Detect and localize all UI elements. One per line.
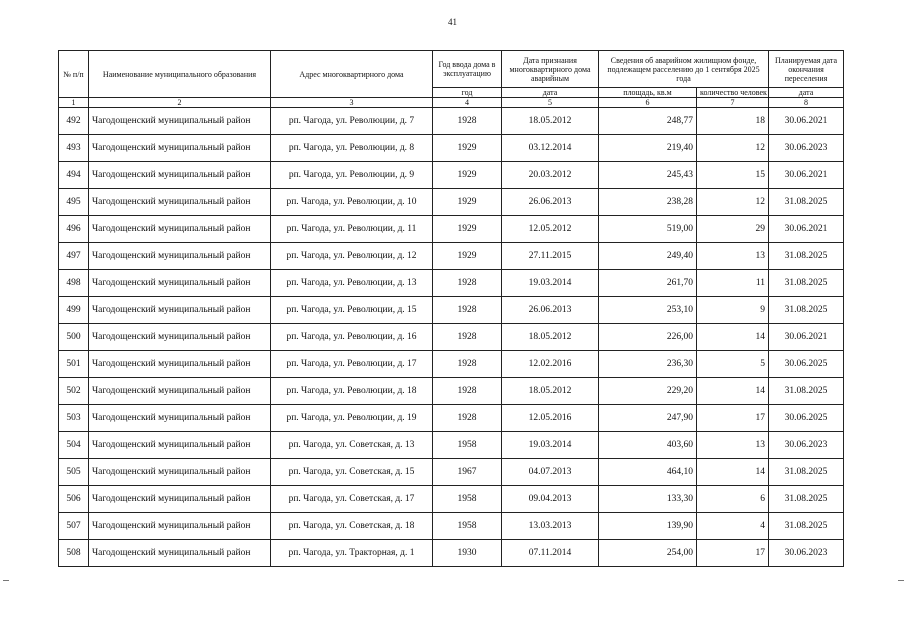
- cell-municipality: Чагодощенский муниципальный район: [89, 459, 271, 486]
- cell-recognition-date: 18.05.2012: [502, 108, 599, 135]
- header-number: № п/п: [59, 51, 89, 98]
- cell-address: рп. Чагода, ул. Революции, д. 17: [271, 351, 433, 378]
- cell-recognition-date: 12.02.2016: [502, 351, 599, 378]
- cell-municipality: Чагодощенский муниципальный район: [89, 351, 271, 378]
- subheader-end-date: дата: [769, 88, 844, 98]
- subheader-year: год: [433, 88, 502, 98]
- cell-number: 504: [59, 432, 89, 459]
- cell-end-date: 31.08.2025: [769, 378, 844, 405]
- cell-year: 1929: [433, 135, 502, 162]
- cell-municipality: Чагодощенский муниципальный район: [89, 324, 271, 351]
- cell-people: 9: [697, 297, 769, 324]
- cell-address: рп. Чагода, ул. Революции, д. 7: [271, 108, 433, 135]
- housing-table: [58, 50, 844, 567]
- cell-end-date: 30.06.2021: [769, 108, 844, 135]
- cell-address: рп. Чагода, ул. Революции, д. 9: [271, 162, 433, 189]
- scan-edge-mark-right: [898, 580, 904, 581]
- table-header: [59, 51, 844, 108]
- header-address: Адрес многоквартирного дома: [271, 51, 433, 98]
- cell-year: 1929: [433, 216, 502, 243]
- header-year: Год ввода дома в эксплуатацию: [433, 51, 502, 88]
- cell-people: 12: [697, 189, 769, 216]
- cell-year: 1928: [433, 405, 502, 432]
- table-row: [59, 405, 844, 432]
- cell-end-date: 30.06.2021: [769, 216, 844, 243]
- table-row: [59, 297, 844, 324]
- cell-number: 505: [59, 459, 89, 486]
- cell-address: рп. Чагода, ул. Революции, д. 18: [271, 378, 433, 405]
- column-number-8: 8: [769, 98, 844, 108]
- cell-year: 1928: [433, 297, 502, 324]
- cell-people: 13: [697, 243, 769, 270]
- cell-municipality: Чагодощенский муниципальный район: [89, 540, 271, 567]
- cell-recognition-date: 27.11.2015: [502, 243, 599, 270]
- cell-address: рп. Чагода, ул. Советская, д. 17: [271, 486, 433, 513]
- cell-address: рп. Чагода, ул. Революции, д. 8: [271, 135, 433, 162]
- cell-address: рп. Чагода, ул. Советская, д. 15: [271, 459, 433, 486]
- cell-area: 236,30: [599, 351, 697, 378]
- cell-recognition-date: 19.03.2014: [502, 432, 599, 459]
- cell-end-date: 31.08.2025: [769, 486, 844, 513]
- table-row: [59, 108, 844, 135]
- header-fund-info: Сведения об аварийном жилищном фонде, подлежащем расселению до 1 сентября 2025 года: [599, 51, 769, 88]
- cell-year: 1958: [433, 513, 502, 540]
- subheader-date: дата: [502, 88, 599, 98]
- cell-recognition-date: 13.03.2013: [502, 513, 599, 540]
- cell-municipality: Чагодощенский муниципальный район: [89, 297, 271, 324]
- cell-address: рп. Чагода, ул. Революции, д. 15: [271, 297, 433, 324]
- header-municipality: Наименование муниципального образования: [89, 51, 271, 98]
- cell-municipality: Чагодощенский муниципальный район: [89, 432, 271, 459]
- cell-municipality: Чагодощенский муниципальный район: [89, 216, 271, 243]
- cell-number: 495: [59, 189, 89, 216]
- cell-people: 18: [697, 108, 769, 135]
- table-row: [59, 486, 844, 513]
- cell-recognition-date: 03.12.2014: [502, 135, 599, 162]
- cell-end-date: 31.08.2025: [769, 459, 844, 486]
- cell-year: 1928: [433, 324, 502, 351]
- cell-recognition-date: 19.03.2014: [502, 270, 599, 297]
- cell-area: 133,30: [599, 486, 697, 513]
- cell-end-date: 30.06.2023: [769, 135, 844, 162]
- column-number-6: 6: [599, 98, 697, 108]
- cell-people: 14: [697, 378, 769, 405]
- header-recognition-date: Дата признания многоквартирного дома аварийным: [502, 51, 599, 88]
- header-end-date: Планируемая дата окончания переселения: [769, 51, 844, 88]
- cell-address: рп. Чагода, ул. Революции, д. 16: [271, 324, 433, 351]
- cell-address: рп. Чагода, ул. Революции, д. 11: [271, 216, 433, 243]
- cell-municipality: Чагодощенский муниципальный район: [89, 189, 271, 216]
- cell-year: 1928: [433, 108, 502, 135]
- cell-number: 497: [59, 243, 89, 270]
- cell-year: 1929: [433, 162, 502, 189]
- cell-number: 494: [59, 162, 89, 189]
- cell-end-date: 31.08.2025: [769, 243, 844, 270]
- cell-number: 501: [59, 351, 89, 378]
- cell-people: 15: [697, 162, 769, 189]
- column-number-2: 2: [89, 98, 271, 108]
- table-row: [59, 459, 844, 486]
- column-number-5: 5: [502, 98, 599, 108]
- cell-number: 500: [59, 324, 89, 351]
- cell-people: 17: [697, 405, 769, 432]
- table-row: [59, 540, 844, 567]
- cell-area: 245,43: [599, 162, 697, 189]
- column-number-3: 3: [271, 98, 433, 108]
- cell-municipality: Чагодощенский муниципальный район: [89, 513, 271, 540]
- cell-number: 508: [59, 540, 89, 567]
- cell-recognition-date: 07.11.2014: [502, 540, 599, 567]
- cell-people: 29: [697, 216, 769, 243]
- cell-address: рп. Чагода, ул. Революции, д. 10: [271, 189, 433, 216]
- cell-end-date: 31.08.2025: [769, 270, 844, 297]
- cell-end-date: 30.06.2023: [769, 540, 844, 567]
- cell-year: 1958: [433, 486, 502, 513]
- cell-end-date: 30.06.2023: [769, 432, 844, 459]
- table-row: [59, 243, 844, 270]
- cell-number: 503: [59, 405, 89, 432]
- cell-address: рп. Чагода, ул. Революции, д. 12: [271, 243, 433, 270]
- cell-number: 507: [59, 513, 89, 540]
- cell-number: 492: [59, 108, 89, 135]
- cell-people: 14: [697, 324, 769, 351]
- table-row: [59, 162, 844, 189]
- cell-recognition-date: 12.05.2012: [502, 216, 599, 243]
- cell-municipality: Чагодощенский муниципальный район: [89, 243, 271, 270]
- cell-address: рп. Чагода, ул. Советская, д. 13: [271, 432, 433, 459]
- cell-people: 4: [697, 513, 769, 540]
- cell-municipality: Чагодощенский муниципальный район: [89, 270, 271, 297]
- cell-area: 403,60: [599, 432, 697, 459]
- cell-number: 499: [59, 297, 89, 324]
- cell-number: 498: [59, 270, 89, 297]
- cell-municipality: Чагодощенский муниципальный район: [89, 405, 271, 432]
- cell-number: 502: [59, 378, 89, 405]
- table-body: [59, 108, 844, 567]
- cell-people: 6: [697, 486, 769, 513]
- cell-recognition-date: 26.06.2013: [502, 189, 599, 216]
- cell-people: 11: [697, 270, 769, 297]
- table-row: [59, 351, 844, 378]
- cell-recognition-date: 09.04.2013: [502, 486, 599, 513]
- table-row: [59, 378, 844, 405]
- table-row: [59, 189, 844, 216]
- cell-recognition-date: 04.07.2013: [502, 459, 599, 486]
- cell-area: 139,90: [599, 513, 697, 540]
- cell-area: 254,00: [599, 540, 697, 567]
- cell-end-date: 31.08.2025: [769, 513, 844, 540]
- subheader-people: количество человек: [697, 88, 769, 98]
- cell-year: 1928: [433, 351, 502, 378]
- cell-area: 248,77: [599, 108, 697, 135]
- cell-municipality: Чагодощенский муниципальный район: [89, 378, 271, 405]
- cell-year: 1958: [433, 432, 502, 459]
- cell-year: 1929: [433, 243, 502, 270]
- table-row: [59, 270, 844, 297]
- cell-year: 1930: [433, 540, 502, 567]
- table-row: [59, 135, 844, 162]
- table-row: [59, 513, 844, 540]
- cell-address: рп. Чагода, ул. Советская, д. 18: [271, 513, 433, 540]
- cell-people: 13: [697, 432, 769, 459]
- cell-end-date: 30.06.2021: [769, 324, 844, 351]
- cell-municipality: Чагодощенский муниципальный район: [89, 108, 271, 135]
- cell-end-date: 30.06.2021: [769, 162, 844, 189]
- cell-address: рп. Чагода, ул. Революции, д. 13: [271, 270, 433, 297]
- cell-year: 1928: [433, 378, 502, 405]
- cell-recognition-date: 18.05.2012: [502, 324, 599, 351]
- cell-people: 5: [697, 351, 769, 378]
- table-row: [59, 324, 844, 351]
- cell-area: 219,40: [599, 135, 697, 162]
- cell-recognition-date: 12.05.2016: [502, 405, 599, 432]
- cell-recognition-date: 26.06.2013: [502, 297, 599, 324]
- cell-number: 496: [59, 216, 89, 243]
- cell-end-date: 30.06.2025: [769, 405, 844, 432]
- cell-area: 464,10: [599, 459, 697, 486]
- subheader-area: площадь, кв.м: [599, 88, 697, 98]
- cell-address: рп. Чагода, ул. Тракторная, д. 1: [271, 540, 433, 567]
- page-number: 41: [448, 17, 457, 27]
- cell-area: 247,90: [599, 405, 697, 432]
- cell-address: рп. Чагода, ул. Революции, д. 19: [271, 405, 433, 432]
- cell-municipality: Чагодощенский муниципальный район: [89, 135, 271, 162]
- column-number-1: 1: [59, 98, 89, 108]
- cell-area: 238,28: [599, 189, 697, 216]
- cell-people: 17: [697, 540, 769, 567]
- cell-people: 14: [697, 459, 769, 486]
- cell-end-date: 31.08.2025: [769, 297, 844, 324]
- table-row: [59, 432, 844, 459]
- cell-municipality: Чагодощенский муниципальный район: [89, 486, 271, 513]
- cell-year: 1967: [433, 459, 502, 486]
- cell-recognition-date: 18.05.2012: [502, 378, 599, 405]
- column-number-7: 7: [697, 98, 769, 108]
- scan-edge-mark-left: [3, 580, 9, 581]
- cell-end-date: 30.06.2025: [769, 351, 844, 378]
- cell-area: 253,10: [599, 297, 697, 324]
- cell-area: 249,40: [599, 243, 697, 270]
- cell-area: 519,00: [599, 216, 697, 243]
- cell-people: 12: [697, 135, 769, 162]
- cell-number: 493: [59, 135, 89, 162]
- cell-end-date: 31.08.2025: [769, 189, 844, 216]
- cell-recognition-date: 20.03.2012: [502, 162, 599, 189]
- cell-area: 261,70: [599, 270, 697, 297]
- cell-year: 1929: [433, 189, 502, 216]
- cell-year: 1928: [433, 270, 502, 297]
- cell-number: 506: [59, 486, 89, 513]
- cell-area: 229,20: [599, 378, 697, 405]
- cell-municipality: Чагодощенский муниципальный район: [89, 162, 271, 189]
- cell-area: 226,00: [599, 324, 697, 351]
- column-number-4: 4: [433, 98, 502, 108]
- table-row: [59, 216, 844, 243]
